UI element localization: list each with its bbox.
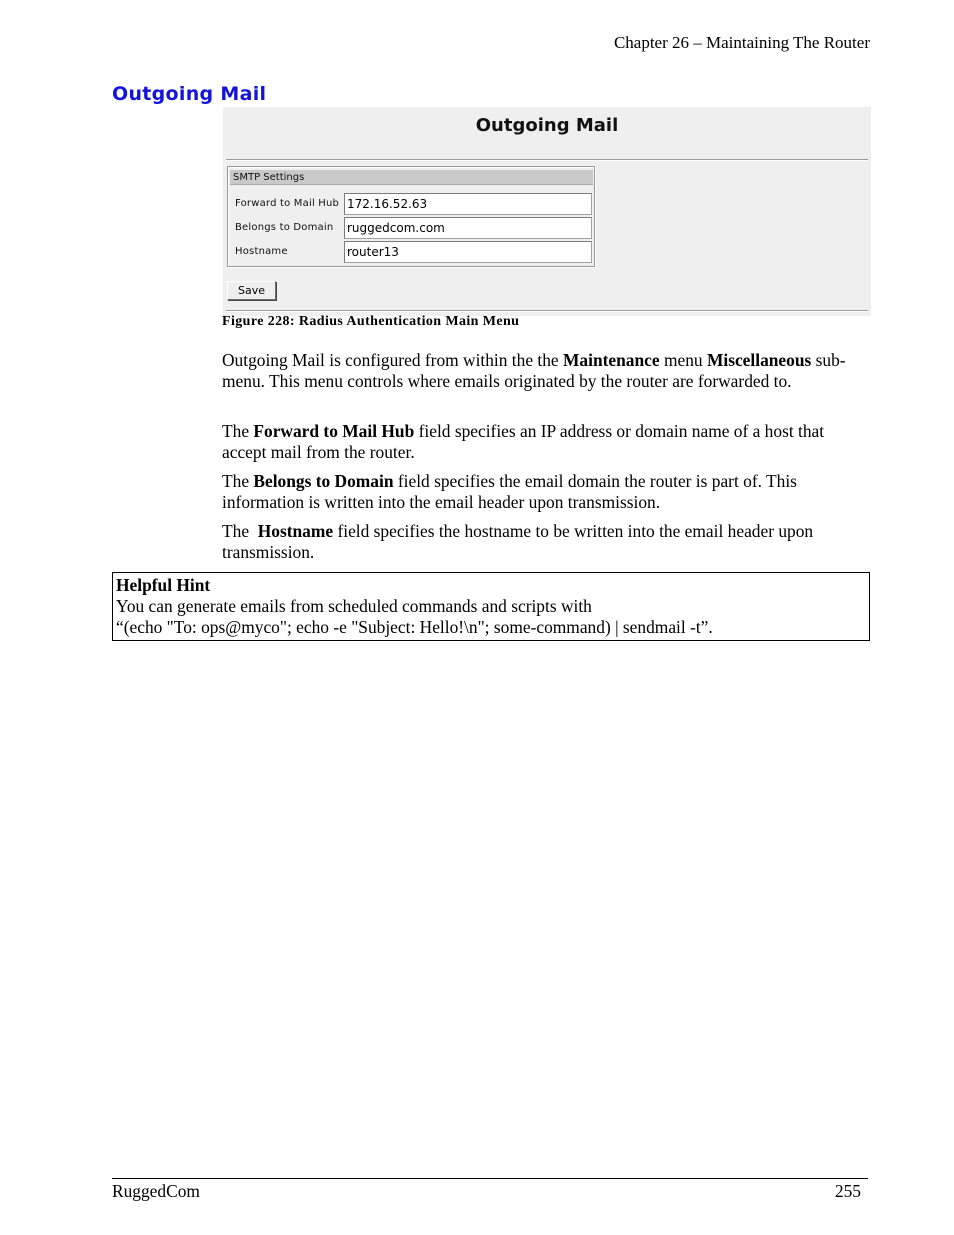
forward-to-mail-hub-row [230, 193, 592, 215]
paragraph-intro: Outgoing Mail is configured from within the the Maintenance menu Miscellaneous sub-menu. This menu controls where emails originated by the router are forwarded to. [222, 350, 846, 391]
forward-to-mail-hub-label: Forward to Mail Hub [235, 198, 340, 209]
miscellaneous-term: Miscellaneous [706, 350, 812, 370]
outgoing-mail-screenshot [223, 107, 871, 316]
top-divider [226, 159, 868, 161]
footer-company: RuggedCom [112, 1181, 200, 1201]
paragraph-belongs-to-domain: The Belongs to Domain field specifies the email domain the router is part of. This information is written into the email header upon transmission. [222, 471, 797, 512]
belongs-to-domain-term: Belongs to Domain [253, 471, 394, 491]
forward-to-mail-hub-term: Forward to Mail Hub [253, 421, 415, 441]
page-number: 255 [834, 1181, 861, 1201]
save-button[interactable]: Save [227, 281, 276, 300]
hostname-input[interactable] [344, 241, 592, 263]
running-header: Chapter 26 – Maintaining The Router [613, 33, 870, 52]
maintenance-term: Maintenance [563, 350, 660, 370]
helpful-hint-line-1: You can generate emails from scheduled commands and scripts with [116, 596, 592, 616]
hostname-row [230, 241, 592, 263]
smtp-settings-fieldset [227, 166, 595, 267]
belongs-to-domain-input[interactable] [344, 217, 592, 239]
hostname-label: Hostname [235, 246, 288, 257]
forward-to-mail-hub-input[interactable] [344, 193, 592, 215]
belongs-to-domain-row [230, 217, 592, 239]
helpful-hint-line-2: “(echo "To: ops@myco"; echo -e "Subject: Hello!\n"; some-command) | sendmail -t”. [116, 617, 713, 637]
bottom-divider [226, 310, 868, 312]
hostname-term: Hostname [257, 521, 334, 541]
screenshot-title: Outgoing Mail [475, 115, 619, 136]
helpful-hint-title: Helpful Hint [116, 575, 211, 595]
smtp-settings-legend: SMTP Settings [230, 170, 593, 185]
belongs-to-domain-label: Belongs to Domain [235, 222, 334, 233]
helpful-hint-box [112, 572, 870, 641]
figure-caption: Figure 228: Radius Authentication Main Menu [222, 314, 520, 329]
footer-divider [112, 1178, 868, 1179]
paragraph-forward-to-mail-hub: The Forward to Mail Hub field specifies an IP address or domain name of a host that accept mail from the router. [222, 421, 825, 462]
section-heading: Outgoing Mail [112, 83, 267, 105]
paragraph-hostname: The Hostname field specifies the hostname to be written into the email header upon transmission. [222, 521, 814, 562]
